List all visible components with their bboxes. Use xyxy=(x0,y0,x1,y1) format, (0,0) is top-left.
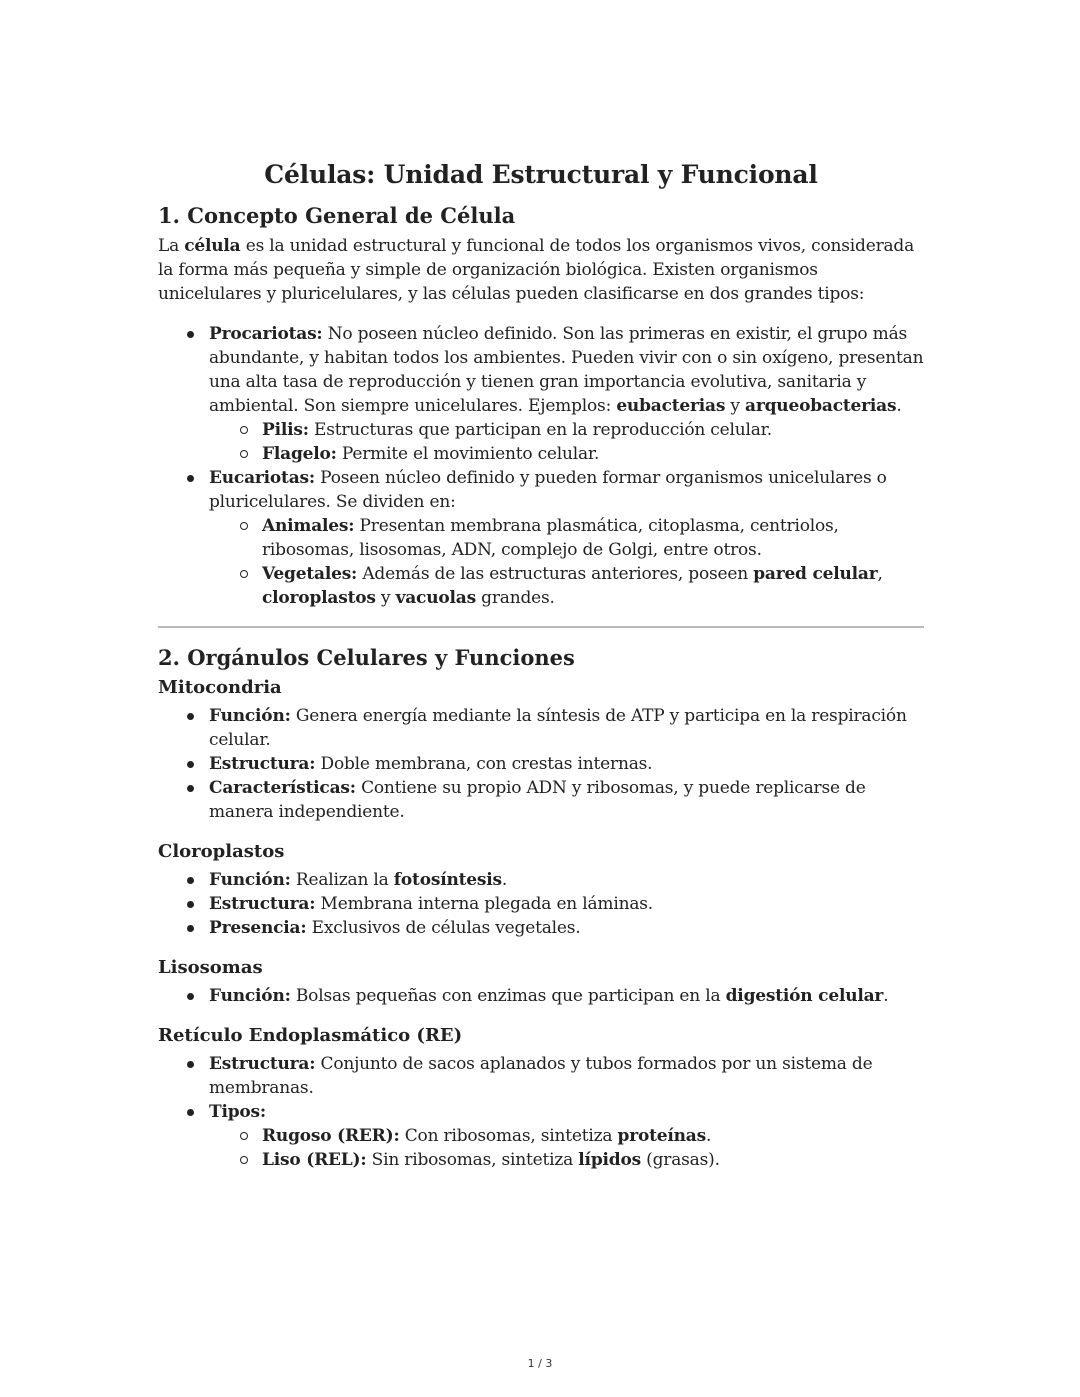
lisosomas-list xyxy=(158,984,924,1008)
list-item: Función: Bolsas pequeñas con enzimas que participan en la digestión celular. xyxy=(209,984,924,1008)
eucariotas-sublist xyxy=(209,514,924,610)
bullet-icon xyxy=(187,713,194,720)
list-item-procariotas: Procariotas: No poseen núcleo definido. Son las primeras en existir, el grupo más abundante, y habitan todos los ambientes. Pueden vivir con o sin oxígeno, presentan una alta tasa de reproducción y tienen gran importancia evolutiva, sanitaria y ambiental. Son siempre unicelulares. Ejemplos: eubacterias y arqueobacterias. Pilis: Estructuras que participan en la reproducción celular. Flagelo: Permite el movimiento celular. xyxy=(209,322,924,466)
bullet-icon xyxy=(187,761,194,768)
tipos-sublist xyxy=(209,1124,924,1172)
intro-paragraph: La célula es la unidad estructural y funcional de todos los organismos vivos, considerada la forma más pequeña y simple de organización biológica. Existen organismos unicelulares y pluricelulares, y las células pueden clasificarse en dos grandes tipos: xyxy=(158,236,915,304)
bullet-icon xyxy=(187,331,194,338)
bullet-icon xyxy=(187,993,194,1000)
list-item-rugoso: Rugoso (RER): Con ribosomas, sintetiza proteínas. xyxy=(262,1124,924,1148)
list-item-flagelo: Flagelo: Permite el movimiento celular. xyxy=(262,442,924,466)
list-item: Tipos: Rugoso (RER): Con ribosomas, sintetiza proteínas. Liso (REL): Sin ribosomas, sintetiza lípidos (grasas). xyxy=(209,1100,924,1172)
list-item-animales: Animales: Presentan membrana plasmática, citoplasma, centriolos, ribosomas, lisosomas, ADN, complejo de Golgi, entre otros. xyxy=(262,514,924,562)
list-item: Características: Contiene su propio ADN y ribosomas, y puede replicarse de manera independiente. xyxy=(209,776,924,824)
list-item-liso: Liso (REL): Sin ribosomas, sintetiza lípidos (grasas). xyxy=(262,1148,924,1172)
section-divider xyxy=(158,626,924,628)
circle-bullet-icon xyxy=(240,570,248,578)
cell-types-list xyxy=(158,322,924,610)
document-page xyxy=(158,158,924,1172)
bullet-icon xyxy=(187,475,194,482)
circle-bullet-icon xyxy=(240,450,248,458)
list-item: Presencia: Exclusivos de células vegetales. xyxy=(209,916,924,940)
document-title: Células: Unidad Estructural y Funcional xyxy=(264,160,818,189)
subheading-mitocondria: Mitocondria xyxy=(158,677,282,698)
section-heading-organulos: 2. Orgánulos Celulares y Funciones xyxy=(158,645,575,670)
bullet-icon xyxy=(187,877,194,884)
circle-bullet-icon xyxy=(240,1132,248,1140)
procariotas-sublist xyxy=(209,418,924,466)
bullet-icon xyxy=(187,1061,194,1068)
subheading-lisosomas: Lisosomas xyxy=(158,957,263,978)
list-item: Función: Genera energía mediante la síntesis de ATP y participa en la respiración celular. xyxy=(209,704,924,752)
list-item: Estructura: Doble membrana, con crestas internas. xyxy=(209,752,924,776)
list-item: Estructura: Conjunto de sacos aplanados y tubos formados por un sistema de membranas. xyxy=(209,1052,924,1100)
list-item: Estructura: Membrana interna plegada en láminas. xyxy=(209,892,924,916)
circle-bullet-icon xyxy=(240,426,248,434)
bullet-icon xyxy=(187,925,194,932)
bullet-icon xyxy=(187,1109,194,1116)
cloroplastos-list xyxy=(158,868,924,940)
list-item-pilis: Pilis: Estructuras que participan en la reproducción celular. xyxy=(262,418,924,442)
circle-bullet-icon xyxy=(240,522,248,530)
list-item-vegetales: Vegetales: Además de las estructuras anteriores, poseen pared celular, cloroplastos y vacuolas grandes. xyxy=(262,562,924,610)
bullet-icon xyxy=(187,785,194,792)
page-number: 1 / 3 xyxy=(527,1357,553,1370)
subheading-reticulo: Retículo Endoplasmático (RE) xyxy=(158,1025,463,1046)
mitocondria-list xyxy=(158,704,924,824)
list-item-eucariotas: Eucariotas: Poseen núcleo definido y pueden formar organismos unicelulares o pluricelulares. Se dividen en: Animales: Presentan membrana plasmática, citoplasma, centriolos, ribosomas, lisosomas, ADN, complejo de Golgi, entre otros. Vegetales: Además de las estructuras anteriores, poseen pared celular, cloroplastos y vacuolas grandes. xyxy=(209,466,924,610)
bullet-icon xyxy=(187,901,194,908)
circle-bullet-icon xyxy=(240,1156,248,1164)
reticulo-list xyxy=(158,1052,924,1172)
section-heading-concepto: 1. Concepto General de Célula xyxy=(158,203,516,228)
subheading-cloroplastos: Cloroplastos xyxy=(158,841,285,862)
list-item: Función: Realizan la fotosíntesis. xyxy=(209,868,924,892)
